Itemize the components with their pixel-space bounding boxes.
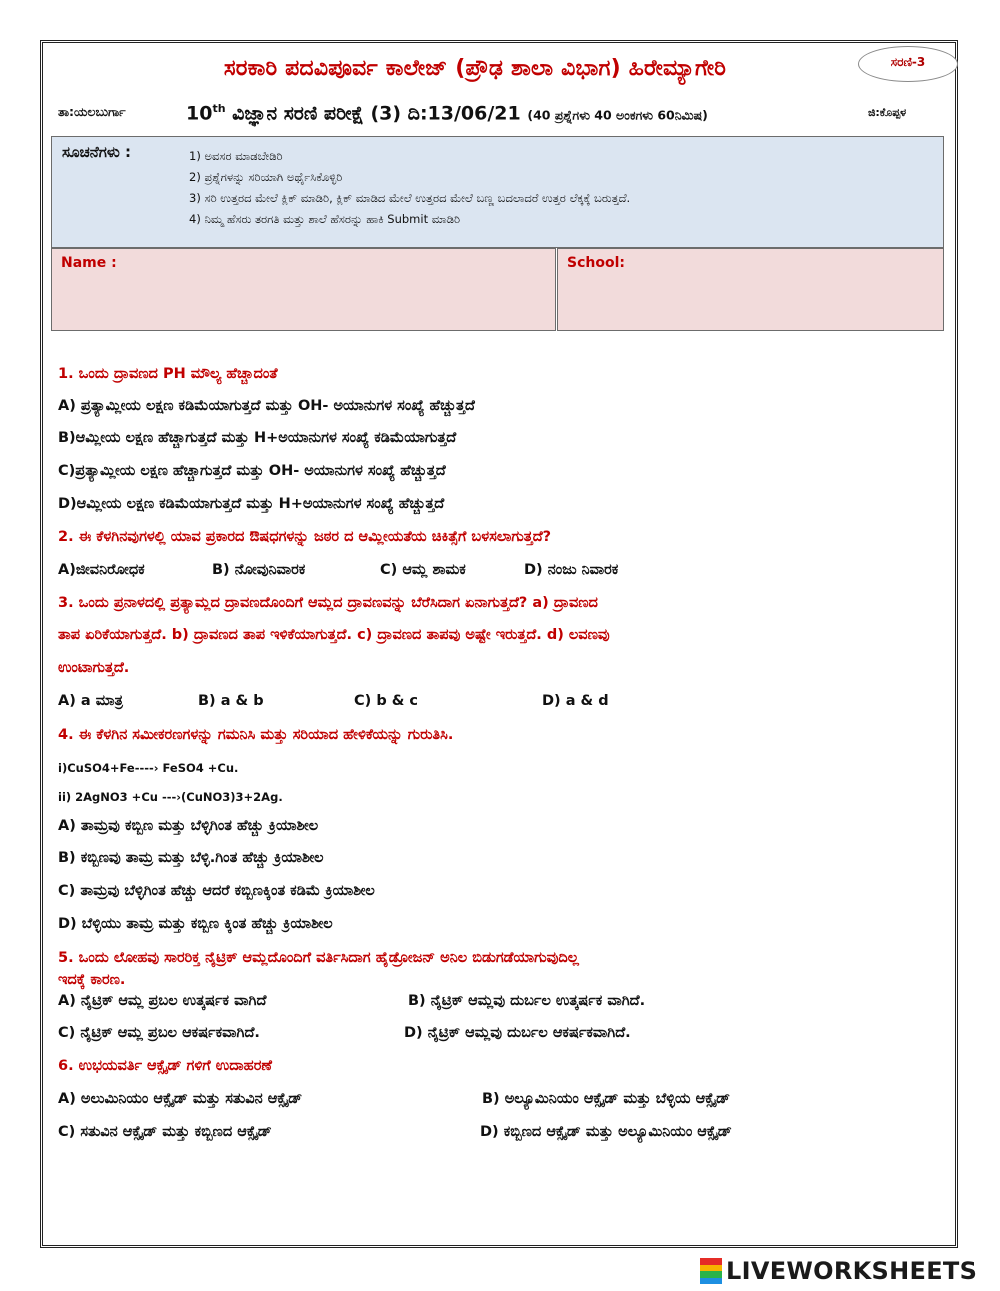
- name-field[interactable]: [51, 248, 556, 331]
- grade-number: 10: [186, 102, 213, 125]
- q4-equation-2: ii) 2AgNO3 +Cu ---›(CuNO3)3+2Ag.: [58, 790, 283, 804]
- question-4: 4. ಈ ಕೆಳಗಿನ ಸಮೀಕರಣಗಳನ್ನು ಗಮನಿಸಿ ಮತ್ತು ಸರಿಯಾದ ಹೇಳಿಕೆಯನ್ನು ಗುರುತಿಸಿ.: [58, 727, 454, 743]
- q1-option-c[interactable]: C)ಪ್ರತ್ಯಾಮ್ಲೀಯ ಲಕ್ಷಣ ಹೆಚ್ಚಾಗುತ್ತದೆ ಮತ್ತು OH- ಅಯಾನುಗಳ ಸಂಖ್ಯೆ ಹೆಚ್ಚುತ್ತದೆ: [58, 463, 446, 479]
- q4-option-c[interactable]: C) ತಾಮ್ರವು ಬೆಳ್ಳಿಗಿಂತ ಹೆಚ್ಚು ಆದರೆ ಕಬ್ಬಿಣಕ್ಕಿಂತ ಕಡಿಮೆ ಕ್ರಿಯಾಶೀಲ: [58, 883, 375, 899]
- logo-blocks-icon: [700, 1258, 722, 1284]
- question-6: 6. ಉಭಯವರ್ತಿ ಆಕ್ಸೈಡ್ ಗಳಿಗೆ ಉದಾಹರಣೆ: [58, 1058, 272, 1074]
- name-label: Name :: [61, 255, 117, 271]
- liveworksheets-logo[interactable]: [700, 1256, 977, 1286]
- question-3-line-1: 3. ಒಂದು ಪ್ರನಾಳದಲ್ಲಿ ಪ್ರತ್ಯಾಮ್ಲದ ದ್ರಾವಣದೊಂದಿಗೆ ಆಮ್ಲದ ದ್ರಾವಣವನ್ನು ಬೆರೆಸಿದಾಗ ಏನಾಗುತ್ತದೆ? a) ದ್ರಾವಣದ: [58, 595, 598, 611]
- school-label: School:: [567, 255, 625, 271]
- district-label: ಜಿ:ಕೊಪ್ಪಳ: [868, 106, 907, 119]
- instruction-item: 4) ನಿಮ್ಮ ಹೆಸರು ತರಗತಿ ಮತ್ತು ಶಾಲೆ ಹೆಸರನ್ನು ಹಾಕಿ Submit ಮಾಡಿರಿ: [189, 212, 461, 226]
- q6-option-a[interactable]: A) ಅಲುಮಿನಿಯಂ ಆಕ್ಸೈಡ್ ಮತ್ತು ಸತುವಿನ ಆಕ್ಸೈಡ್: [58, 1091, 303, 1107]
- q4-option-a[interactable]: A) ತಾಮ್ರವು ಕಬ್ಬಿಣ ಮತ್ತು ಬೆಳ್ಳಿಗಿಂತ ಹೆಚ್ಚು ಕ್ರಿಯಾಶೀಲ: [58, 818, 319, 834]
- q6-option-b[interactable]: B) ಅಲ್ಯೂಮಿನಿಯಂ ಆಕ್ಸೈಡ್ ಮತ್ತು ಬೆಳ್ಳಿಯ ಆಕ್ಸೈಡ್: [482, 1091, 731, 1107]
- exam-meta: (40 ಪ್ರಶ್ನೆಗಳು 40 ಅಂಕಗಳು 60ನಿಮಿಷ): [527, 107, 708, 123]
- exam-title: ವಿಜ್ಞಾನ ಸರಣಿ ಪರೀಕ್ಷೆ (3) ದಿ:13/06/21: [225, 102, 521, 125]
- q5-option-d[interactable]: D) ನೈಟ್ರಿಕ್ ಆಮ್ಲವು ದುರ್ಬಲ ಆಕರ್ಷಕವಾಗಿದೆ.: [404, 1025, 631, 1041]
- q6-option-c[interactable]: C) ಸತುವಿನ ಆಕ್ಸೈಡ್ ಮತ್ತು ಕಬ್ಬಿಣದ ಆಕ್ಸೈಡ್: [58, 1124, 272, 1140]
- page-title: ಸರಕಾರಿ ಪದವಿಪೂರ್ವ ಕಾಲೇಜ್ (ಪ್ರೌಢ ಶಾಲಾ ವಿಭಾಗ) ಹಿರೇಮ್ಯಾಗೇರಿ: [223, 56, 727, 81]
- grade-suffix: th: [212, 102, 226, 115]
- question-3-line-2: ತಾಪ ಏರಿಕೆಯಾಗುತ್ತದೆ. b) ದ್ರಾವಣದ ತಾಪ ಇಳಿಕೆಯಾಗುತ್ತದೆ. c) ದ್ರಾವಣದ ತಾಪವು ಅಷ್ಟೇ ಇರುತ್ತದೆ. d) ಲವಣವು: [58, 627, 610, 643]
- q2-option-a[interactable]: A)ಜೀವನಿರೋಧಕ: [58, 562, 145, 578]
- exam-heading: [186, 102, 708, 124]
- q3-option-b[interactable]: B) a & b: [198, 693, 264, 709]
- instructions-box: [51, 136, 944, 248]
- q5-option-c[interactable]: C) ನೈಟ್ರಿಕ್ ಆಮ್ಲ ಪ್ರಬಲ ಆಕರ್ಷಕವಾಗಿದೆ.: [58, 1025, 260, 1041]
- series-badge: ಸರಣಿ-3: [858, 46, 958, 82]
- instruction-item: 3) ಸರಿ ಉತ್ತರದ ಮೇಲೆ ಕ್ಲಿಕ್ ಮಾಡಿರಿ, ಕ್ಲಿಕ್ ಮಾಡಿದ ಮೇಲೆ ಉತ್ತರದ ಮೇಲೆ ಬಣ್ಣ ಬದಲಾದರೆ ಉತ್ತರ ಲೆಕ್ಕಕ್ಕೆ ಬರುತ್ತದೆ.: [189, 191, 631, 205]
- q2-option-d[interactable]: D) ನಂಜು ನಿವಾರಕ: [524, 562, 619, 578]
- instructions-label: ಸೂಚನೆಗಳು :: [62, 143, 131, 161]
- q2-option-b[interactable]: B) ನೋವುನಿವಾರಕ: [212, 562, 306, 578]
- school-field[interactable]: [557, 248, 944, 331]
- q1-option-d[interactable]: D)ಆಮ್ಲೀಯ ಲಕ್ಷಣ ಕಡಿಮೆಯಾಗುತ್ತದೆ ಮತ್ತು H+ಅಯಾನುಗಳ ಸಂಖ್ಯೆ ಹೆಚ್ಚುತ್ತದೆ: [58, 496, 445, 512]
- q6-option-d[interactable]: D) ಕಬ್ಬಿಣದ ಆಕ್ಸೈಡ್ ಮತ್ತು ಅಲ್ಯೂಮಿನಿಯಂ ಆಕ್ಸೈಡ್: [480, 1124, 732, 1140]
- question-3-line-3: ಉಂಟಾಗುತ್ತದೆ.: [58, 660, 130, 676]
- q1-option-a[interactable]: A) ಪ್ರತ್ಯಾಮ್ಲೀಯ ಲಕ್ಷಣ ಕಡಿಮೆಯಾಗುತ್ತದೆ ಮತ್ತು OH- ಅಯಾನುಗಳ ಸಂಖ್ಯೆ ಹೆಚ್ಚುತ್ತದೆ: [58, 398, 475, 414]
- q5-option-b[interactable]: B) ನೈಟ್ರಿಕ್ ಆಮ್ಲವು ದುರ್ಬಲ ಉತ್ಕರ್ಷಕ ವಾಗಿದೆ.: [408, 993, 646, 1009]
- question-5-line-1: 5. ಒಂದು ಲೋಹವು ಸಾರರಿಕ್ತ ನೈಟ್ರಿಕ್ ಆಮ್ಲದೊಂದಿಗೆ ವರ್ತಿಸಿದಾಗ ಹೈಡ್ರೋಜನ್ ಅನಿಲ ಬಿಡುಗಡೆಯಾಗುವುದಿಲ್ಲ: [58, 950, 579, 966]
- q1-option-b[interactable]: B)ಆಮ್ಲೀಯ ಲಕ್ಷಣ ಹೆಚ್ಚಾಗುತ್ತದೆ ಮತ್ತು H+ಅಯಾನುಗಳ ಸಂಖ್ಯೆ ಕಡಿಮೆಯಾಗುತ್ತದೆ: [58, 430, 457, 446]
- question-1: 1. ಒಂದು ದ್ರಾವಣದ PH ಮೌಲ್ಯ ಹೆಚ್ಚಾದಂತೆ: [58, 366, 278, 382]
- q5-option-a[interactable]: A) ನೈಟ್ರಿಕ್ ಆಮ್ಲ ಪ್ರಬಲ ಉತ್ಕರ್ಷಕ ವಾಗಿದೆ: [58, 993, 267, 1009]
- q4-option-b[interactable]: B) ಕಬ್ಬಿಣವು ತಾಮ್ರ ಮತ್ತು ಬೆಳ್ಳಿ.ಗಿಂತ ಹೆಚ್ಚು ಕ್ರಿಯಾಶೀಲ: [58, 850, 324, 866]
- q3-option-a[interactable]: A) a ಮಾತ್ರ: [58, 693, 123, 709]
- taluk-label: ತಾ:ಯಲಬುರ್ಗಾ: [58, 104, 126, 119]
- q3-option-d[interactable]: D) a & d: [542, 693, 609, 709]
- q4-option-d[interactable]: D) ಬೆಳ್ಳಿಯು ತಾಮ್ರ ಮತ್ತು ಕಬ್ಬಿಣ ಕ್ಕಿಂತ ಹೆಚ್ಚು ಕ್ರಿಯಾಶೀಲ: [58, 916, 333, 932]
- q4-equation-1: i)CuSO4+Fe----› FeSO4 +Cu.: [58, 761, 239, 775]
- instructions-list: [189, 146, 630, 230]
- q2-option-c[interactable]: C) ಆಮ್ಲ ಶಾಮಕ: [380, 562, 466, 578]
- question-2: 2. ಈ ಕೆಳಗಿನವುಗಳಲ್ಲಿ ಯಾವ ಪ್ರಕಾರದ ಔಷಧಗಳನ್ನು ಜಠರ ದ ಆಮ್ಲೀಯತೆಯ ಚಿಕಿತ್ಸೆಗೆ ಬಳಸಲಾಗುತ್ತದೆ?: [58, 529, 552, 545]
- q3-option-c[interactable]: C) b & c: [354, 693, 419, 709]
- logo-text: LIVEWORKSHEETS: [726, 1257, 978, 1285]
- question-5-line-2: ಇದಕ್ಕೆ ಕಾರಣ.: [58, 972, 126, 988]
- logo-block-blue: [700, 1278, 722, 1285]
- instruction-item: 1) ಅವಸರ ಮಾಡಬೇಡಿರಿ: [189, 149, 283, 163]
- instruction-item: 2) ಪ್ರಶ್ನೆಗಳನ್ನು ಸರಿಯಾಗಿ ಅರ್ಥೈಸಿಕೊಳ್ಳಿರಿ: [189, 170, 343, 184]
